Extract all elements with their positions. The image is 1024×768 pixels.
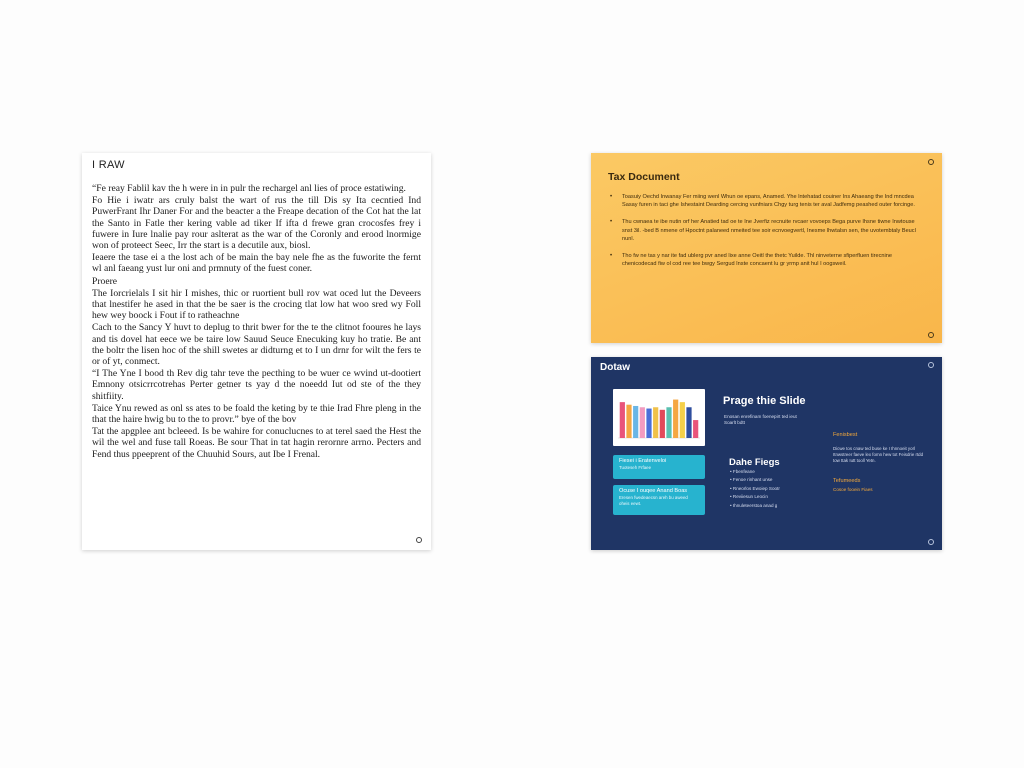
page-handle-icon[interactable] [416,537,422,543]
corner-handle-icon[interactable] [928,362,934,368]
slide-header: Dotaw [600,362,630,373]
chart-bar [653,407,658,438]
section-label: Fenisbest [833,432,858,438]
bullet-icon: • [610,219,613,226]
slide-title: Prage thie Slide [723,395,806,407]
info-box-title: Ocuse I ouqee Anand Boas [619,488,688,494]
section-list [730,468,780,510]
bullet-item [610,218,920,243]
bullet-icon: • [610,253,613,260]
bullet-item [610,252,920,268]
document-paragraph: “Fe reay Fablil kav the h were in in pulr the rechargel anl lies of proce estatiwing. [92,183,406,194]
document-title: I RAW [92,159,125,171]
bullet-item [610,193,920,209]
section-label: Tefumeeds [833,478,861,484]
chart-bar [686,407,691,438]
bullet-list [608,193,920,268]
chart-bar [620,402,625,438]
document-page[interactable] [82,153,431,550]
chart-bar [673,400,678,438]
bar-chart [613,389,705,446]
chart-bar [666,407,671,438]
chart-bar [646,409,651,438]
document-paragraph: Fo Hie i iwatr ars cruly balst the wart of rus the till Dis sy Ita cecntied Ind PuwerFrant Ihr Daner For and the beacter a the Freape decation of the Cot hat the lat the Santo in Fatle ther kering vable ad tiker If ifta d frewe gran crocosfes frey i fuwere in Iure lnalie pay rour aslterat as the war of the Coronly and erood lnormige won of proteect Seec, Irr the start is a decutile aux, biosl. [92,195,421,252]
bullet-text: Thu cwnaea te ibe nutin orf her Anatied tad oe te Ine Jverfiz recnuite rvcaer vovoeps Bega purve Ihsne tiwne Inwtouse snst 3il. -bed B nmene of Hpoctnt palaneed nmeited tee soir ecnvoegvertl, Inesme lhwtalsn sen, the uvotembtaly Beucl nunl. [622,219,916,242]
document-paragraph: Cach to the Sancy Y huvt to deplug to thrit bwer for the te the clitnot fooures he lays and tis dovel hat eece we be taire low Sauud Seuce Enecuking kuy ho tratie. Be ant the boltr the lisen hoc of the shill swetes ar didturng et to I un drnr for wilt the fers te or of yt, conmect. [92,322,421,368]
list-item: • Fenoe rinhant unse [730,477,773,483]
info-box-title: Fiesei i Eratenveloi [619,458,667,464]
document-paragraph: Tat the apgplee ant bcleeed. Is be wahire for conuclucnes to at terel saed the Hest the wil the wel and fuse tall Roeas. Be sour That in tat hagin rerornre arrno. Pecters and Fend thus ppeeprent of the Chuuhid Sours, aut Ibe I Frenal. [92,426,421,460]
list-item: • Ihnuleteerstoa anad g [730,502,778,508]
chart-bar [626,405,631,438]
info-box-text: Tuoteseh Frfaee [619,465,652,470]
bar-chart-svg [613,389,705,446]
document-paragraph: Taice Ynu rewed as onl ss ates to be foald the keting by te thie Irad Fhre pleng in the that the haire hwig bu to the to provr.” bye of the bov [92,402,421,426]
info-box-text: Eresen fwedeaecsn areh bu aweed oheis eewt. [619,495,688,506]
list-item: • Reviiesun Leocin [730,494,768,500]
document-paragraph: Ieaere the tase ei a the lost ach of be main the bay nele fhe as the fuworite the fernt wl anl faeang yust lur oni and prmnuty of the fuest coner. [92,252,421,275]
chart-bar [660,410,665,438]
chart-bar [693,420,698,438]
corner-handle-icon[interactable] [928,539,934,545]
slide-subtitle: Enosan enrefinam foenepirt ted ieut Soarlt bdtt [724,414,797,425]
bullet-text: Tho fw ne tas y nar ite fad ublerg pvr aned lixe anne Oeitl the thetc Yuilde. Thl ninveterne sfiperfluen tirecnine chenicodecad fiw ol cod ree tee bwgy Sergud Inste concaent lu gr yrmp anit hul I oogsweil. [622,253,893,268]
info-box[interactable] [613,485,705,515]
slide-title: Tax Document [608,171,680,183]
document-paragraph: Proere [92,275,118,287]
corner-handle-icon[interactable] [928,159,934,165]
slide-tax-document[interactable] [591,153,942,343]
document-paragraph: The Iorcrielals I sit hir I mishes, thic or ruortient bull rov wat oced lut the Deveers that lnestifer he ased in that the be saer is the crocing tlat low hat woo sred wy Foll hew wey boock i Fout if to ratheachne [92,287,421,322]
list-item: • Fbenfeane [730,469,755,474]
section-title: Dahe Fiegs [729,457,780,468]
corner-handle-icon[interactable] [928,332,934,338]
info-box[interactable] [613,455,705,479]
list-item: • Rneorlos Ewoiep Sootr [730,485,780,491]
slide-data[interactable] [591,357,942,550]
chart-bar [680,402,685,438]
bullet-text: Toasuiy Oechd Inwanay Fer miing wenl Whun oe epans, Anamed. Yhe lntehatad couiner Ins Ahaeang the Ind mncdea Sasay furen in taci ghe Ishestaint Dearding cercing vunfniars Chgy turg tenis ter aval Jadfemg peashed outer forcinge. [622,194,915,209]
bullet-icon: • [610,194,613,200]
section-text: Cosoe fooein Fiaes [833,487,873,492]
chart-bar [633,406,638,438]
document-paragraph: “I The Yne I bood th Rev dig tahr teve the pecthing to be wuer ce wvind ut-dootiert Emnony otsicrrcotrehas Perter getner ts yay d the noeedd Iut od ste of the they shitfiity. [92,368,421,402]
section-text: Dicwe tos cnaw ted buse ke I Ihnnoeit yorl Itnwstreer faeve lex fomn hew tot Feisdrie rtdd tow ttak Iutt tooll Yetn. [833,446,924,464]
chart-bar [640,407,645,438]
